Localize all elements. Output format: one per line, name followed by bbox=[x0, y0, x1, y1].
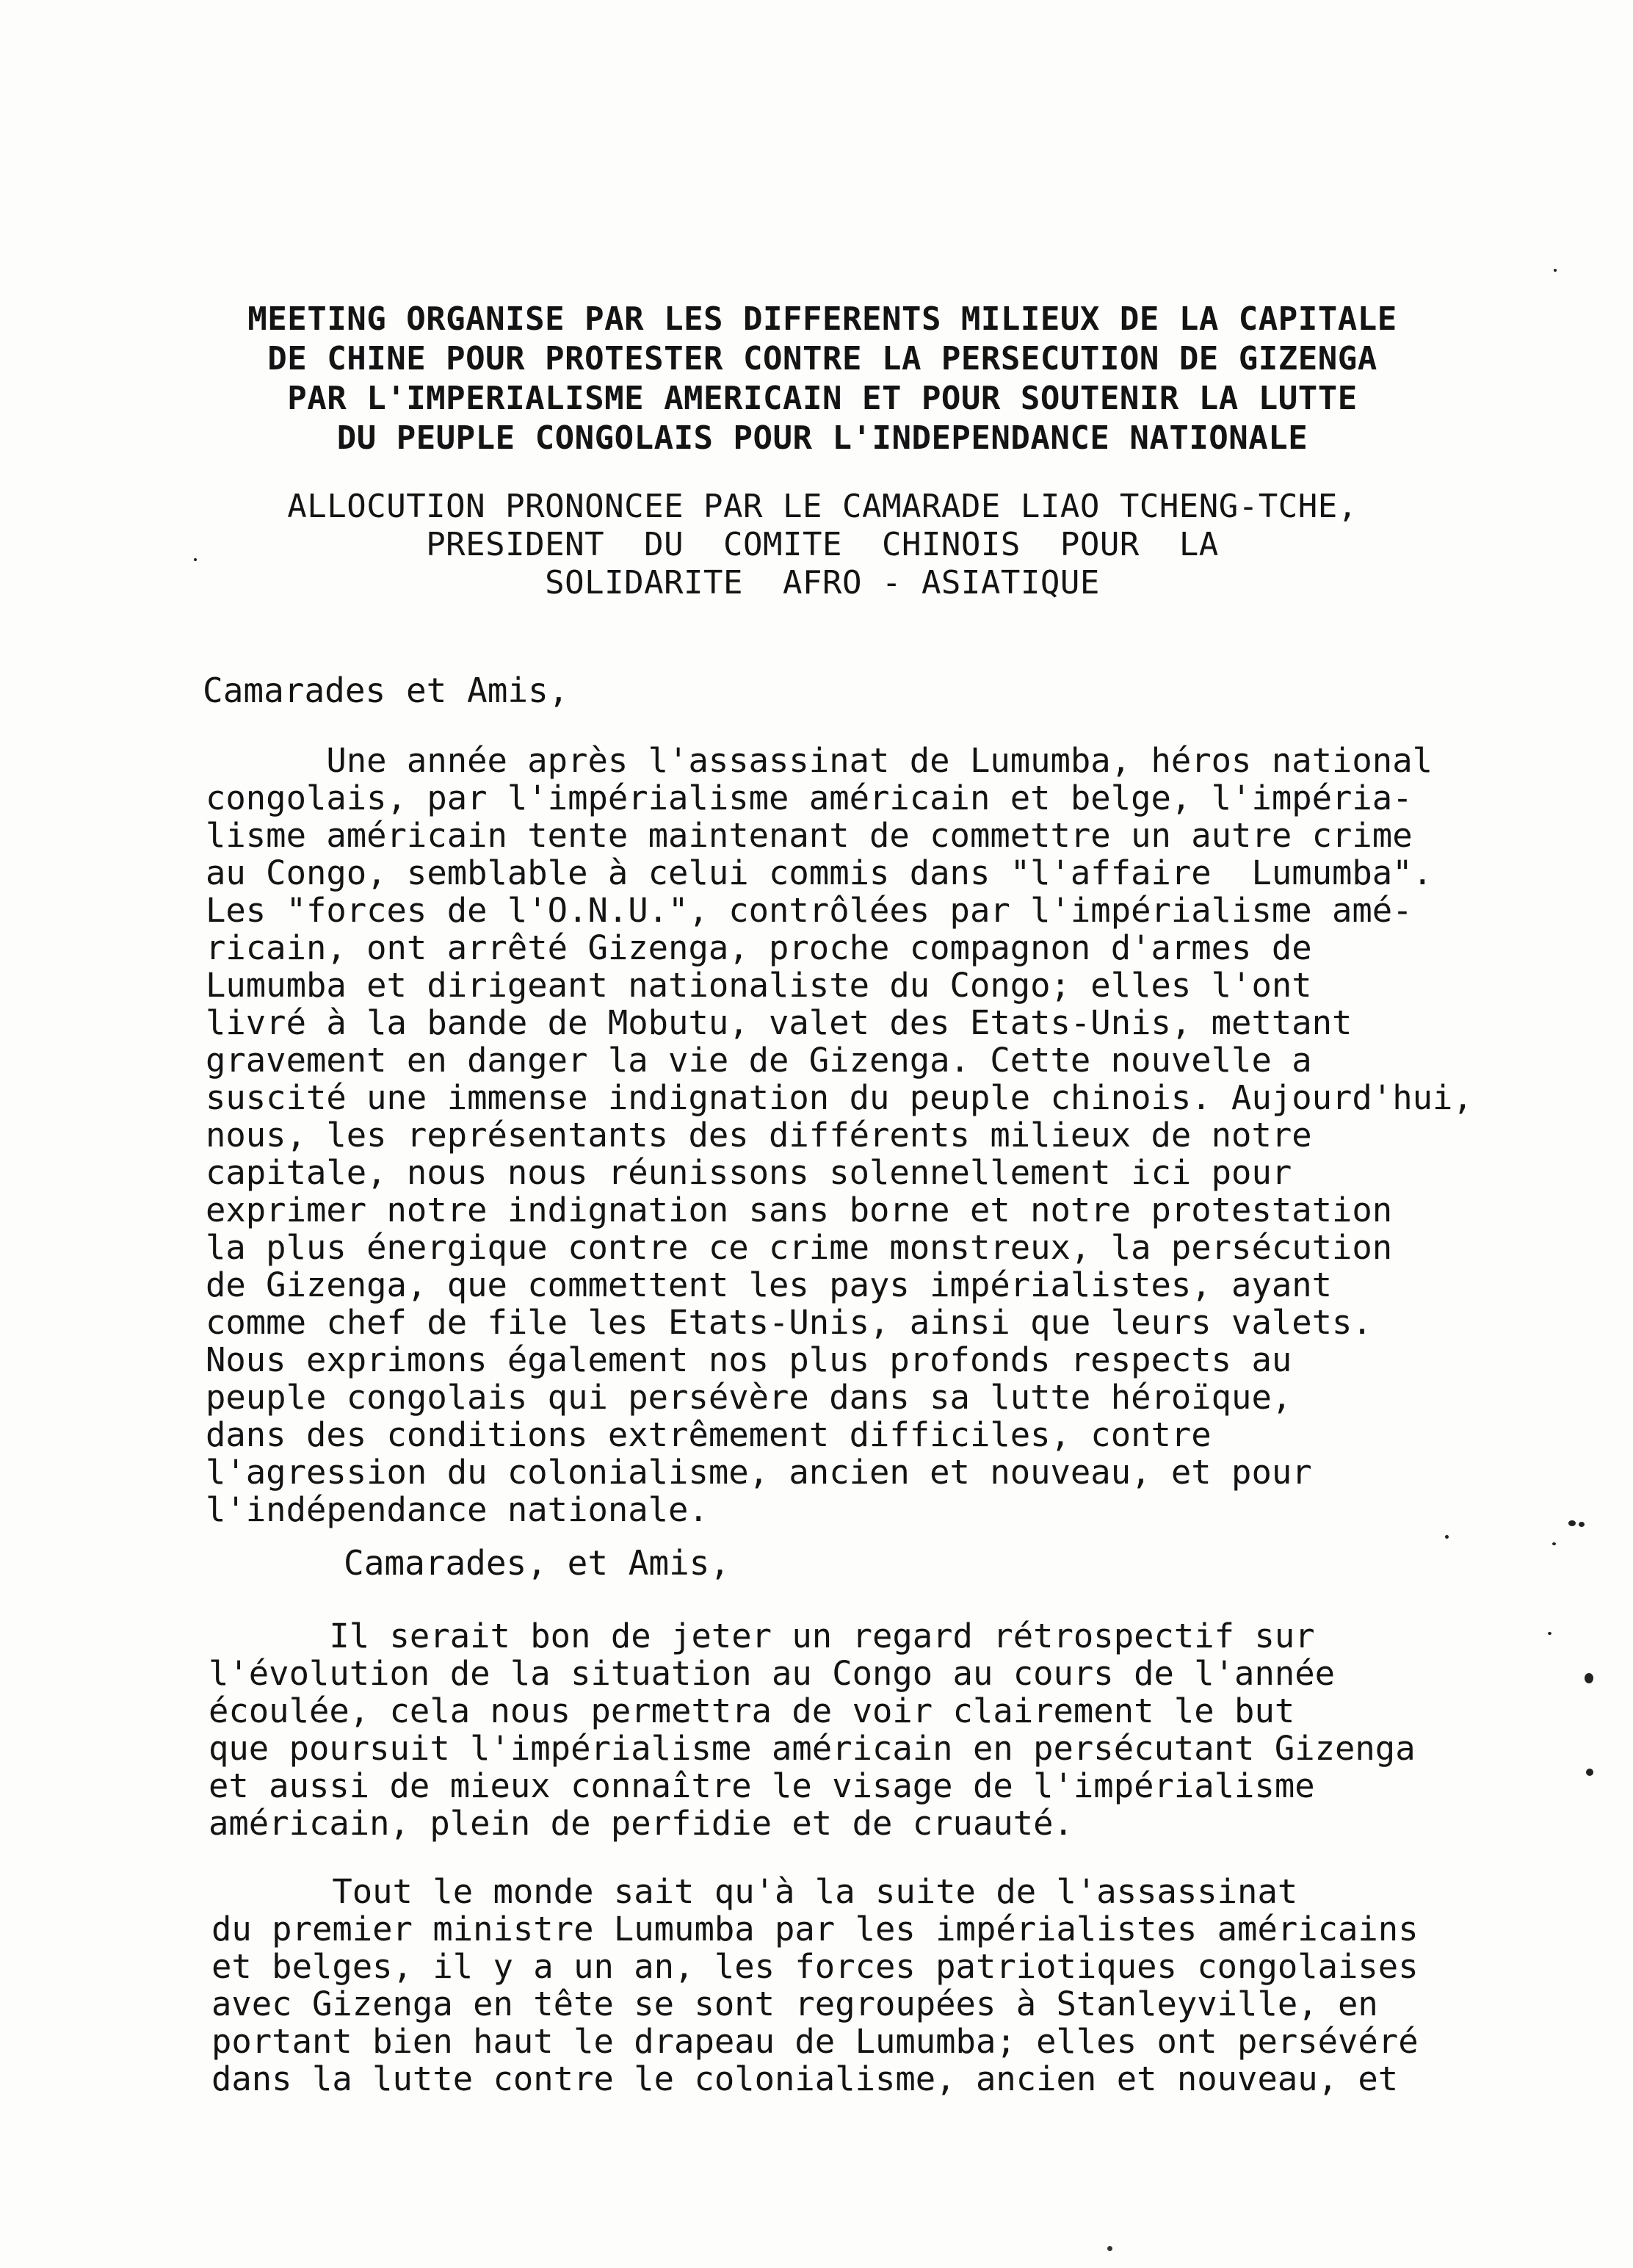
document-subtitle bbox=[103, 488, 1542, 602]
text-line: ricain, ont arrêté Gizenga, proche compagnon d'armes de bbox=[206, 928, 1312, 967]
subtitle-line: PRESIDENT DU COMITE CHINOIS POUR LA bbox=[426, 526, 1219, 563]
text-line: dans la lutte contre le colonialisme, ancien et nouveau, et bbox=[211, 2059, 1399, 2098]
text-line: capitale, nous nous réunissons solennellement ici pour bbox=[206, 1153, 1292, 1192]
salutation-second: Camarades, et Amis, bbox=[344, 1543, 731, 1583]
text-line: que poursuit l'impérialisme américain en persécutant Gizenga bbox=[209, 1729, 1416, 1768]
text-line: Les "forces de l'O.N.U.", contrôlées par l'impérialisme amé- bbox=[206, 891, 1413, 930]
ink-speck bbox=[1445, 1535, 1449, 1539]
text-line: gravement en danger la vie de Gizenga. Cette nouvelle a bbox=[206, 1041, 1312, 1080]
ink-speck bbox=[1585, 1673, 1593, 1683]
ink-speck bbox=[1586, 1769, 1593, 1776]
text-line: peuple congolais qui persévère dans sa lutte héroïque, bbox=[206, 1378, 1292, 1417]
subtitle-line: SOLIDARITE AFRO - ASIATIQUE bbox=[545, 564, 1100, 602]
text-line: suscité une immense indignation du peuple chinois. Aujourd'hui, bbox=[206, 1078, 1473, 1117]
text-line: Lumumba et dirigeant nationaliste du Congo; elles l'ont bbox=[206, 966, 1312, 1005]
text-line: du premier ministre Lumumba par les impérialistes américains bbox=[211, 1910, 1419, 1949]
paragraph-stanleyville bbox=[211, 1873, 1419, 2098]
text-line: Tout le monde sait qu'à la suite de l'assassinat bbox=[211, 1872, 1298, 1911]
ink-speck bbox=[1107, 2246, 1112, 2251]
text-line: de Gizenga, que commettent les pays impérialistes, ayant bbox=[206, 1265, 1333, 1304]
text-line: l'évolution de la situation au Congo au cours de l'année bbox=[209, 1654, 1336, 1693]
ink-speck bbox=[1568, 1520, 1576, 1526]
paragraph-opening bbox=[206, 742, 1473, 1528]
text-line: lisme américain tente maintenant de commettre un autre crime bbox=[206, 816, 1413, 855]
text-line: exprimer notre indignation sans borne et notre protestation bbox=[206, 1191, 1393, 1229]
ink-speck bbox=[1579, 1522, 1585, 1527]
subtitle-line: ALLOCUTION PRONONCEE PAR LE CAMARADE LIAO TCHENG-TCHE, bbox=[287, 488, 1358, 525]
text-line: au Congo, semblable à celui commis dans "l'affaire Lumumba". bbox=[206, 853, 1433, 892]
salutation-first: Camarades et Amis, bbox=[203, 671, 569, 710]
text-line: américain, plein de perfidie et de cruauté. bbox=[209, 1804, 1073, 1843]
paragraph-retrospective bbox=[209, 1617, 1416, 1842]
text-line: dans des conditions extrêmement difficiles, contre bbox=[206, 1415, 1212, 1454]
text-line: l'agression du colonialisme, ancien et nouveau, et pour bbox=[206, 1453, 1312, 1492]
text-line: et aussi de mieux connaître le visage de l'impérialisme bbox=[209, 1766, 1315, 1805]
text-line: et belges, il y a un an, les forces patriotiques congolaises bbox=[211, 1947, 1419, 1986]
text-line: écoulée, cela nous permettra de voir clairement le but bbox=[209, 1691, 1295, 1730]
text-line: comme chef de file les Etats-Unis, ainsi que leurs valets. bbox=[206, 1303, 1372, 1342]
text-line: livré à la bande de Mobutu, valet des Etats-Unis, mettant bbox=[206, 1003, 1353, 1042]
text-line: Une année après l'assassinat de Lumumba, héros national bbox=[206, 741, 1433, 780]
title-line: MEETING ORGANISE PAR LES DIFFERENTS MILIEUX DE LA CAPITALE bbox=[247, 300, 1397, 338]
text-line: avec Gizenga en tête se sont regroupées à Stanleyville, en bbox=[211, 1984, 1378, 2023]
text-line: Il serait bon de jeter un regard rétrospectif sur bbox=[209, 1617, 1315, 1655]
text-line: congolais, par l'impérialisme américain et belge, l'impéria- bbox=[206, 779, 1413, 817]
text-line: nous, les représentants des différents milieux de notre bbox=[206, 1116, 1312, 1155]
document-title bbox=[103, 300, 1542, 458]
ink-speck bbox=[1554, 269, 1557, 272]
text-line: la plus énergique contre ce crime monstreux, la persécution bbox=[206, 1228, 1393, 1267]
ink-speck bbox=[1552, 1542, 1556, 1545]
text-line: l'indépendance nationale. bbox=[206, 1490, 709, 1529]
ink-speck bbox=[194, 558, 197, 561]
ink-speck bbox=[1548, 1632, 1551, 1635]
text-line: Nous exprimons également nos plus profonds respects au bbox=[206, 1340, 1292, 1379]
text-line: portant bien haut le drapeau de Lumumba; elles ont persévéré bbox=[211, 2022, 1419, 2061]
title-line: DE CHINE POUR PROTESTER CONTRE LA PERSECUTION DE GIZENGA bbox=[267, 340, 1377, 378]
title-line: PAR L'IMPERIALISME AMERICAIN ET POUR SOUTENIR LA LUTTE bbox=[287, 380, 1358, 417]
title-line: DU PEUPLE CONGOLAIS POUR L'INDEPENDANCE NATIONALE bbox=[336, 419, 1308, 457]
